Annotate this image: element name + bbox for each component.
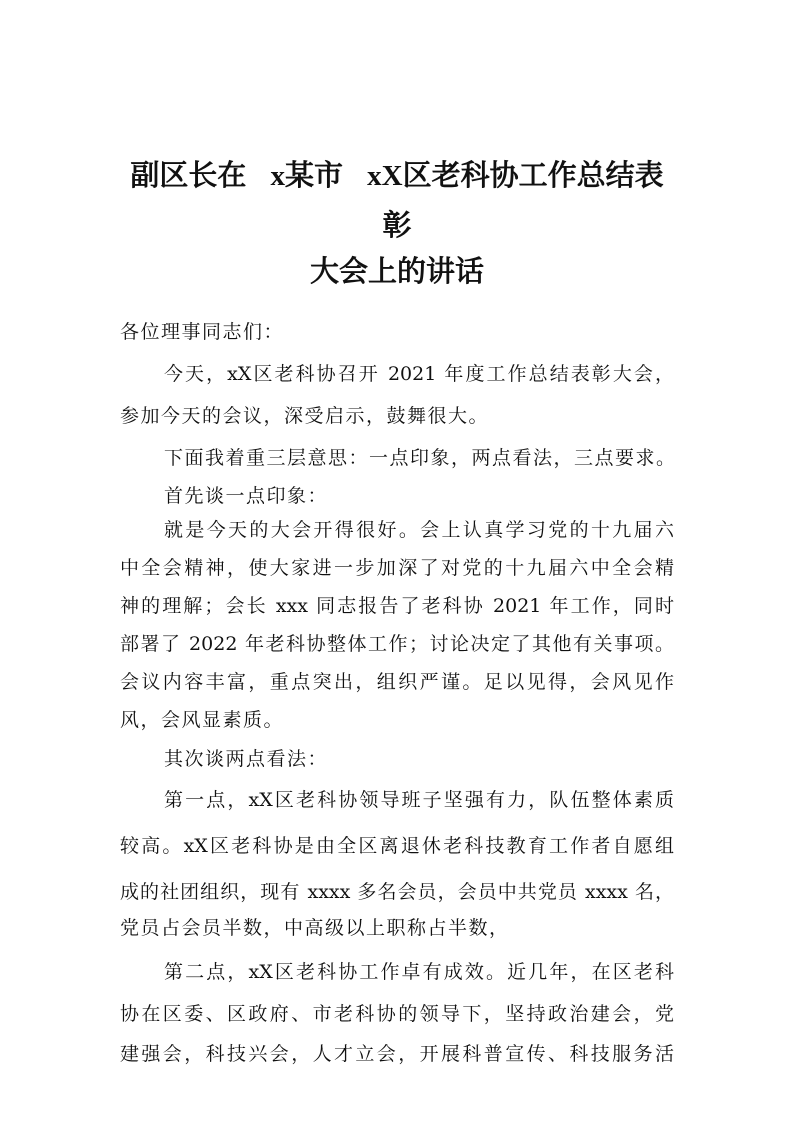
title-part-1: 副区长在 bbox=[130, 158, 247, 192]
section-heading: 首先谈一点印象： bbox=[164, 485, 329, 507]
body-line: 中全会精神，使大家进一步加深了对党的十九届六中全会精 bbox=[120, 557, 674, 579]
document-title-line-3: 大会上的讲话 bbox=[309, 254, 484, 288]
body-line: 部署了 2022 年老科协整体工作；讨论决定了其他有关事项。 bbox=[120, 633, 674, 655]
body-line: 较高。xX区老科协是由全区离退休老科技教育工作者自愿组 bbox=[120, 835, 674, 857]
section-heading: 其次谈两点看法： bbox=[164, 748, 329, 770]
title-part-3: xX区老科协工作总结表 bbox=[367, 160, 664, 192]
document-title-line-1 bbox=[0, 155, 794, 196]
body-line: 参加今天的会议，深受启示，鼓舞很大。 bbox=[120, 405, 490, 427]
body-line: 党员占会员半数，中高级以上职称占半数， bbox=[120, 917, 510, 939]
body-line: 会议内容丰富，重点突出，组织严谨。足以见得，会风见作 bbox=[120, 671, 674, 693]
body-line: 协在区委、区政府、市老科协的领导下，坚持政治建会，党 bbox=[120, 1003, 674, 1025]
title-part-2: x某市 bbox=[270, 160, 344, 192]
body-line: 下面我着重三层意思：一点印象，两点看法，三点要求。 bbox=[164, 447, 677, 469]
body-line: 第一点，xX区老科协领导班子坚强有力，队伍整体素质 bbox=[164, 789, 674, 811]
body-line: 就是今天的大会开得很好。会上认真学习党的十九届六 bbox=[164, 519, 674, 541]
salutation: 各位理事同志们： bbox=[120, 321, 285, 343]
body-line: 神的理解；会长 xxx 同志报告了老科协 2021 年工作，同时 bbox=[120, 595, 674, 617]
body-line: 成的社团组织，现有 xxxx 多名会员，会员中共党员 xxxx 名， bbox=[120, 881, 674, 903]
body-line: 建强会，科技兴会，人才立会，开展科普宣传、科技服务活 bbox=[120, 1043, 674, 1065]
body-line: 第二点，xX区老科协工作卓有成效。近几年，在区老科 bbox=[164, 961, 674, 983]
body-line: 今天，xX区老科协召开 2021 年度工作总结表彰大会， bbox=[164, 363, 674, 385]
body-line: 风，会风显素质。 bbox=[120, 709, 285, 731]
document-title-line-2: 彰 bbox=[382, 208, 412, 242]
